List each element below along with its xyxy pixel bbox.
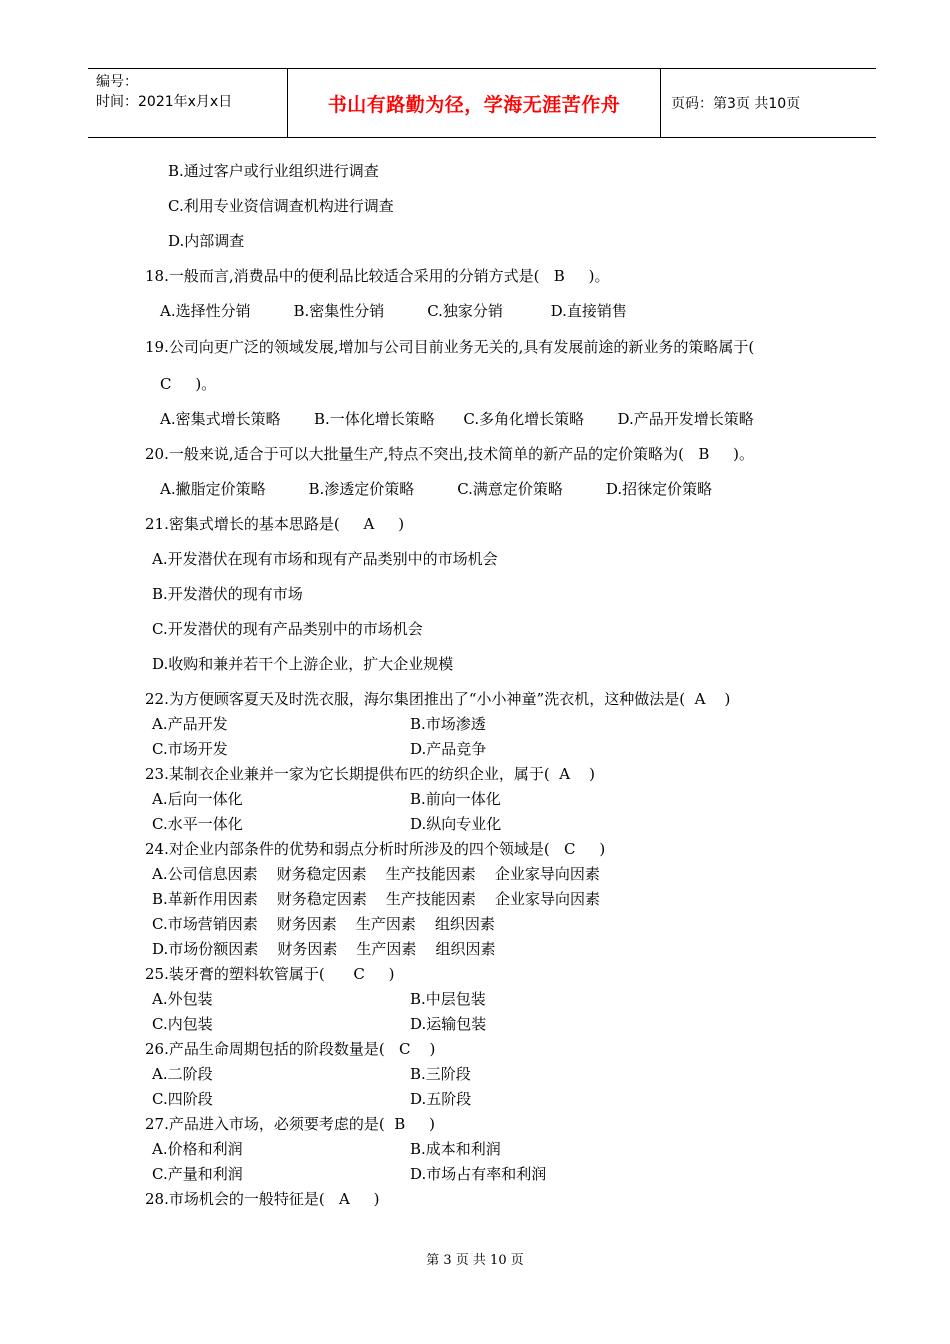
question-20: 20.一般来说,适合于可以大批量生产,特点不突出,技术简单的新产品的定价策略为( B )。: [145, 445, 755, 463]
option-27a: A.价格和利润: [152, 1140, 243, 1158]
option-27b: B.成本和利润: [410, 1140, 501, 1158]
option-25b: B.中层包装: [410, 990, 486, 1008]
option-23b: B.前向一体化: [410, 790, 501, 808]
answer-19: C )。: [160, 375, 217, 393]
text-line: D.内部调查: [168, 232, 245, 250]
question-22: 22.为方便顾客夏天及时洗衣服，海尔集团推出了“小小神童”洗衣机，这种做法是( A ): [145, 690, 731, 708]
options-19: A.密集式增长策略 B.一体化增长策略 C.多角化增长策略 D.产品开发增长策略: [160, 410, 754, 428]
text-line: C.利用专业资信调查机构进行调查: [168, 197, 394, 215]
question-26: 26.产品生命周期包括的阶段数量是( C ): [145, 1040, 436, 1058]
option-22b: B.市场渗透: [410, 715, 486, 733]
option-22d: D.产品竞争: [410, 740, 487, 758]
option-25c: C.内包装: [152, 1015, 213, 1033]
page-footer: 第 3 页 共 10 页: [426, 1253, 524, 1268]
option-25d: D.运输包装: [410, 1015, 487, 1033]
question-23: 23.某制衣企业兼并一家为它长期提供布匹的纺织企业，属于( A ): [145, 765, 596, 783]
option-21a: A.开发潜伏在现有市场和现有产品类别中的市场机会: [152, 550, 498, 568]
option-21c: C.开发潜伏的现有产品类别中的市场机会: [152, 620, 423, 638]
options-20: A.撇脂定价策略 B.渗透定价策略 C.满意定价策略 D.招徕定价策略: [160, 480, 713, 498]
question-18: 18.一般而言,消费品中的便利品比较适合采用的分销方式是( B )。: [145, 267, 610, 285]
option-26a: A.二阶段: [152, 1065, 213, 1083]
option-26c: C.四阶段: [152, 1090, 213, 1108]
time-label: 时间：2021年x月x日: [96, 94, 233, 110]
text-line: B.通过客户或行业组织进行调查: [168, 162, 379, 180]
option-21d: D.收购和兼并若干个上游企业，扩大企业规模: [152, 655, 454, 673]
option-23c: C.水平一体化: [152, 815, 243, 833]
option-24d: D.市场份额因素 财务因素 生产因素 组织因素: [152, 940, 496, 958]
option-26d: D.五阶段: [410, 1090, 472, 1108]
motto: 书山有路勤为径，学海无涯苦作舟: [288, 69, 661, 137]
option-27c: C.产量和利润: [152, 1165, 243, 1183]
question-25: 25.装牙膏的塑料软管属于( C ): [145, 965, 395, 983]
option-25a: A.外包装: [152, 990, 213, 1008]
question-28: 28.市场机会的一般特征是( A ): [145, 1190, 380, 1208]
serial-label: 编号：: [96, 74, 138, 90]
option-21b: B.开发潜伏的现有市场: [152, 585, 303, 603]
option-22c: C.市场开发: [152, 740, 228, 758]
option-22a: A.产品开发: [152, 715, 228, 733]
option-23d: D.纵向专业化: [410, 815, 502, 833]
question-27: 27.产品进入市场，必须要考虑的是( B ): [145, 1115, 435, 1133]
option-26b: B.三阶段: [410, 1065, 471, 1083]
options-18: A.选择性分销 B.密集性分销 C.独家分销 D.直接销售: [160, 302, 627, 320]
header-left-cell: [88, 69, 288, 137]
question-19: 19.公司向更广泛的领域发展,增加与公司目前业务无关的,具有发展前途的新业务的策略属于(: [145, 338, 755, 356]
option-24a: A.公司信息因素 财务稳定因素 生产技能因素 企业家导向因素: [152, 865, 600, 883]
option-27d: D.市场占有率和利润: [410, 1165, 547, 1183]
option-23a: A.后向一体化: [152, 790, 243, 808]
page-header: [88, 68, 876, 138]
question-21: 21.密集式增长的基本思路是( A ): [145, 515, 405, 533]
option-24c: C.市场营销因素 财务因素 生产因素 组织因素: [152, 915, 495, 933]
page-label: 页码：第3页 共10页: [671, 96, 801, 112]
option-24b: B.革新作用因素 财务稳定因素 生产技能因素 企业家导向因素: [152, 890, 601, 908]
question-24: 24.对企业内部条件的优势和弱点分析时所涉及的四个领域是( C ): [145, 840, 606, 858]
